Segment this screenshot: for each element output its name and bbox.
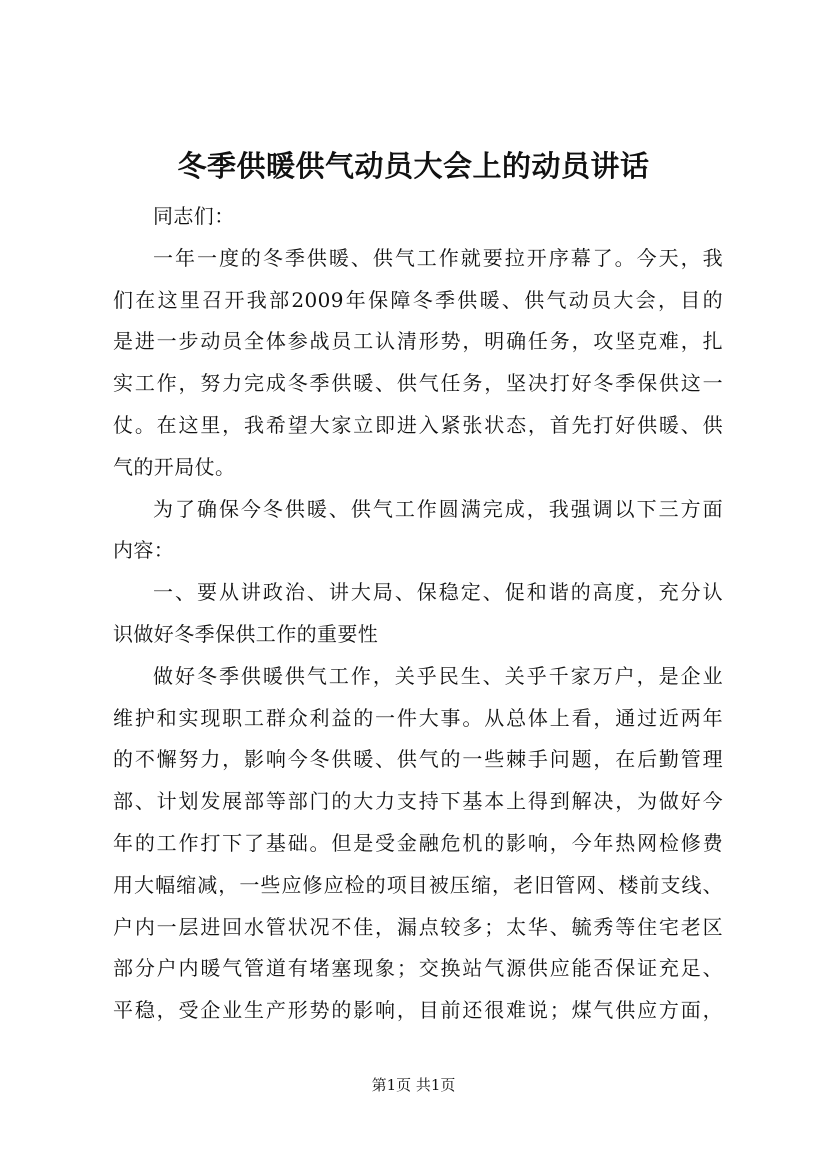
text-line: 是进一步动员全体参战员工认清形势，明确任务，攻坚克难，扎 — [113, 329, 723, 354]
text-line: 部分户内暖气管道有堵塞现象；交换站气源供应能否保证充足、 — [113, 956, 723, 981]
text-line: 内容： — [113, 538, 175, 563]
text-line: 一年一度的冬季供暖、供气工作就要拉开序幕了。今天，我 — [153, 245, 723, 270]
text-line: 户内一层进回水管状况不佳，漏点较多；太华、毓秀等住宅老区 — [113, 914, 723, 939]
text-line: 仗。在这里，我希望大家立即进入紧张状态，首先打好供暖、供 — [113, 412, 723, 437]
text-line: 平稳，受企业生产形势的影响，目前还很难说；煤气供应方面， — [113, 998, 723, 1023]
text-line: 识做好冬季保供工作的重要性 — [113, 621, 379, 646]
text-line: 实工作，努力完成冬季供暖、供气任务，坚决打好冬季保供这一 — [113, 371, 723, 396]
text-line: 部、计划发展部等部门的大力支持下基本上得到解决，为做好今 — [113, 789, 723, 814]
text-line: 维护和实现职工群众利益的一件大事。从总体上看，通过近两年 — [113, 705, 723, 730]
text-line: 气的开局仗。 — [113, 454, 236, 479]
text-line: 们在这里召开我部2009年保障冬季供暖、供气动员大会，目的 — [113, 287, 723, 312]
text-line: 年的工作打下了基础。但是受金融危机的影响，今年热网检修费 — [113, 830, 723, 855]
text-line: 为了确保今冬供暖、供气工作圆满完成，我强调以下三方面 — [153, 496, 723, 521]
text-line: 的不懈努力，影响今冬供暖、供气的一些棘手问题，在后勤管理 — [113, 747, 723, 772]
text-line: 一、要从讲政治、讲大局、保稳定、促和谐的高度，充分认 — [153, 580, 723, 605]
text-line: 用大幅缩减，一些应修应检的项目被压缩，老旧管网、楼前支线、 — [113, 872, 723, 897]
document-title: 冬季供暖供气动员大会上的动员讲话 — [177, 149, 650, 183]
document-body — [113, 196, 723, 1032]
text-line: 同志们： — [153, 204, 235, 228]
page-footer: 第1页 共1页 — [371, 1076, 456, 1094]
text-line: 做好冬季供暖供气工作，关乎民生、关乎千家万户，是企业 — [153, 663, 723, 688]
